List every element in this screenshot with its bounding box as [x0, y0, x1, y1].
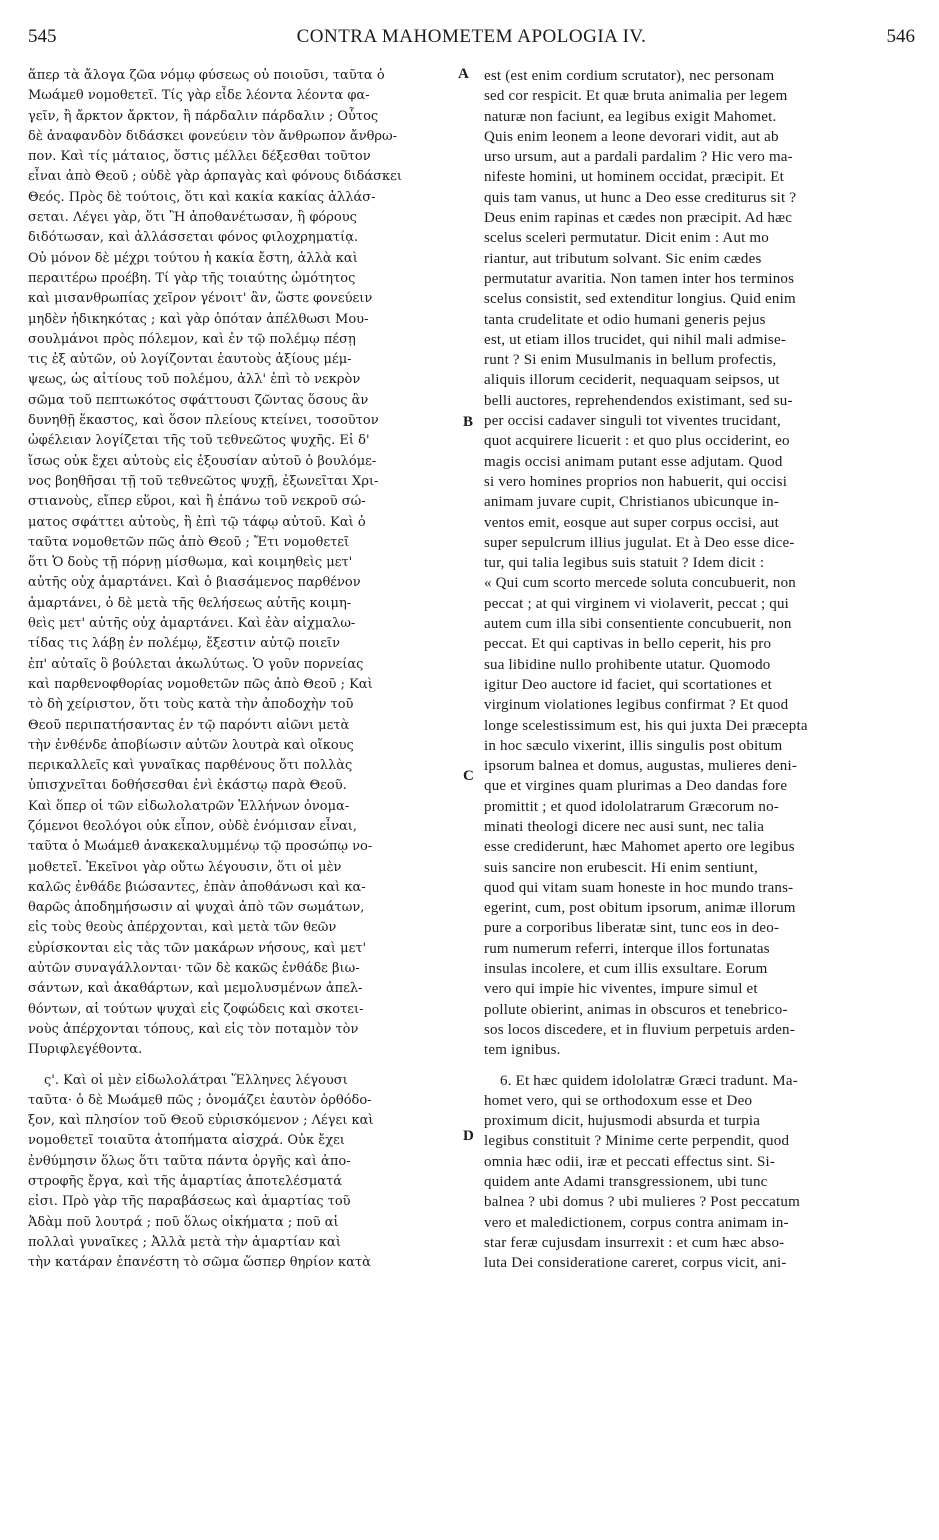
greek-text-line: Θεοῦ περιπατήσαντας ἐν τῷ παρόντι αἰῶνι μετὰ [28, 717, 350, 733]
greek-text-line: ἐνθύμησιν ὅλως ὅτι ταῦτα πάντα ὀργῆς καὶ ἀπο- [28, 1153, 351, 1169]
greek-text-line: τὸ δὴ χείριστον, ὅτι τοὺς κατὰ τὴν ἀποδοχὴν τοῦ [28, 697, 354, 713]
latin-text-line: naturæ non faciunt, ea legibus exigit Mahomet. [484, 108, 777, 125]
greek-text-line: γεῖν, ἢ ἄρκτον ἄρκτον, ἢ πάρδαλιν πάρδαλιν ; Οὗτος [28, 108, 379, 124]
greek-text-line: ἁμαρτάνει, ὁ δὲ μετὰ τῆς θελήσεως αὐτῆς κοιμη- [28, 595, 352, 611]
greek-text-line: σουλμάνοι πρὸς πόλεμον, καὶ ἐν τῷ πολέμῳ πέσῃ [28, 331, 356, 347]
greek-text-line: μοθετεῖ. Ἐκεῖνοι γὰρ οὕτω λέγουσιν, ὅτι οἱ μὲν [28, 859, 342, 875]
greek-text-line: περαιτέρω προέβη. Τί γὰρ τῆς τοιαύτης ὠμότητος [28, 270, 356, 286]
greek-text-line: θαρῶς ἀποδημήσωσιν αἱ ψυχαὶ ἀπὸ τῶν σωμάτων, [28, 900, 365, 916]
greek-text-line: νος βοηθῆσαι τῇ τοῦ τεθνεῶτος ψυχῇ, ἐξωνεῖται Χρι- [28, 473, 379, 489]
greek-text-line: στιανοὺς, εἴπερ εὕροι, καὶ ἢ ἐπάνω τοῦ νεκροῦ σώ- [28, 494, 366, 510]
greek-text-line: ἅπερ τὰ ἄλογα ζῶα νόμῳ φύσεως οὐ ποιοῦσι, ταῦτα ὁ [28, 68, 385, 83]
greek-text-line: ἴσως οὐκ ἔχει αὐτοὺς εἰς ἐξουσίαν αὐτοῦ ὁ βουλόμε- [28, 453, 377, 469]
greek-text-line: περικαλλεῖς καὶ γυναῖκας παρθένους ὅτι πολλὰς [28, 758, 353, 774]
latin-text-line: permutatur avaritia. Non tamen inter hos terminos [484, 270, 795, 287]
latin-text-line: rum numerum referri, interque illos fortunatas [484, 940, 770, 957]
greek-text-line: Μωάμεθ νομοθετεῖ. Τίς γὰρ εἶδε λέοντα λέοντα φα- [28, 88, 370, 104]
greek-text-line: ὅτι Ὁ δοὺς τῇ πόρνῃ μίσθωμα, καὶ κοιμηθεὶς μετ' [28, 555, 353, 571]
latin-text-line: peccat ; at qui virginem vi violaverit, peccat ; qui [484, 595, 790, 612]
latin-text-line: scelus consistit, sed extenditur longius. Quid enim [484, 291, 796, 308]
latin-text-line: belli auctores, reprehendendos existimant, sed su- [484, 392, 793, 409]
latin-text-line: luta Dei consideratione careret, corpus vicit, ani- [484, 1255, 787, 1272]
greek-text-line: σῶμα τοῦ πεπτωκότος σφάττουσι ζῶντας ὅσους ἂν [28, 392, 369, 408]
greek-text-line: δυνηθῇ ἕκαστος, καὶ ὅσον πλείους κτείνει, τοσοῦτον [28, 413, 379, 429]
latin-text-line: ventos emit, eosque aut super corpus occisi, aut [484, 514, 779, 531]
page-number-right: 546 [886, 26, 915, 47]
greek-text-line: στροφῆς ἔργα, καὶ τῆς ἁμαρτίας ἀποτελέσματά [28, 1174, 343, 1190]
latin-text-line: « Qui cum scorto mercede soluta concubuerit, non [484, 575, 797, 592]
greek-text-line: πον. Καὶ τίς μάταιος, ὅστις μέλλει δέξεσθαι τοῦτον [28, 149, 371, 165]
greek-text-line: ἐπ' αὐταῖς ὃ βούλεται ἀκωλύτως. Ὁ γοῦν πορνείας [28, 656, 364, 672]
latin-text-line: suis sancire non erubescit. Hi enim sentiunt, [484, 859, 758, 876]
greek-text-line: διδότωσαν, καὶ ἀλλάσσεται φόνος φιλοχρηματίᾳ. [28, 230, 359, 246]
latin-text-line: homet vero, qui se orthodoxum esse et Deo [484, 1092, 753, 1109]
latin-text-line: sua libidine nullo prohibente utatur. Quomodo [484, 656, 771, 673]
greek-text-line: ξον, καὶ πλησίον τοῦ Θεοῦ εὑρισκόμενον ; Λέγει καὶ [28, 1113, 374, 1129]
greek-text-line: καὶ μισανθρωπίας χεῖρον γένοιτ' ἂν, ὥστε φονεύειν [28, 291, 373, 307]
latin-text-line: est, ut etiam illos trucidet, qui nihil mali admise- [484, 331, 787, 348]
latin-text-line: quis tam vanus, ut hunc a Deo esse crediturus sit ? [484, 189, 797, 206]
latin-text-line: pollute obierint, animas in obscuros et tenebrico- [484, 1001, 788, 1018]
greek-text-line: σεται. Λέγει γὰρ, ὅτι Ἢ ἀποθανέτωσαν, ἢ φόρους [28, 210, 357, 226]
latin-text-line: virginum violationes legibus confirmat ? Et quod [484, 697, 789, 714]
greek-text-line: νομοθετεῖ τοιαῦτα ἀτοπήματα αἰσχρά. Οὐκ ἔχει [28, 1133, 345, 1149]
latin-text-line: proximum dicit, hujusmodi absurda et turpia [484, 1113, 761, 1130]
greek-text-line: ὑπισχνεῖται δοθήσεσθαι ἑνὶ ἑκάστῳ παρὰ Θεοῦ. [28, 778, 347, 794]
latin-text-line: nifeste homini, ut hominem occidat, præcipit. Et [484, 169, 784, 186]
latin-text-line: riantur, aut tributum solvant. Sic enim cædes [484, 250, 762, 267]
latin-text-line: longe scelestissimum est, his qui juxta Dei præcepta [484, 717, 808, 734]
latin-text-line: tem ignibus. [484, 1042, 561, 1059]
greek-text-line: ψεως, ὡς αἰτίους τοῦ πολέμου, ἀλλ' ἐπὶ τὸ νεκρὸν [28, 372, 361, 388]
greek-text-line: σάντων, καὶ ἀκαθάρτων, καὶ μεμολυσμένων ἀπελ- [28, 981, 363, 997]
latin-text-line: magis occisi animam putant esse adjutam. Quod [484, 453, 783, 470]
latin-text-line: aliquis illorum ceciderit, nequaquam seipsos, ut [484, 372, 780, 389]
latin-text-line: super sepulcrum illius jugulat. Et à Deo esse dice- [484, 534, 795, 551]
latin-text-line: Quis enim leonem a leone devorari vidit, aut ab [484, 128, 779, 145]
greek-text-line: τὴν ἐνθένδε ἀποβίωσιν αὐτῶν λουτρὰ καὶ οἴκους [28, 737, 354, 753]
greek-text-line: ταῦτα ὁ Μωάμεθ ἀνακεκαλυμμένῳ τῷ προσώπῳ νο- [28, 839, 373, 855]
greek-text-line: Καὶ ὅπερ οἱ τῶν εἰδωλολατρῶν Ἑλλήνων ὀνομα- [28, 798, 350, 814]
latin-text-line: que et virgines quam plurimas a Deo dandas fore [484, 778, 788, 795]
greek-text-line: νοὺς ἀπέρχονται τόπους, καὶ εἰς τὸν ποταμὸν τὸν [28, 1021, 359, 1037]
greek-text-line: αὐτῆς οὐχ ἁμαρτάνει. Καὶ ὁ βιασάμενος παρθένον [28, 575, 361, 591]
latin-text-line: si vero homines proprios non habuerit, qui occisi [484, 473, 788, 490]
latin-text-line: insulas incolere, et cum illis exsultare. Eorum [484, 961, 768, 978]
latin-text-line: omnia hæc odii, iræ et peccati effectus sint. Si- [484, 1153, 776, 1170]
latin-text-line: 6. Et hæc quidem idololatræ Græci tradunt. Ma- [500, 1072, 798, 1089]
greek-text-line: Θεός. Πρὸς δὲ τούτοις, ὅτι καὶ κακία κακίας ἀλλάσ- [28, 189, 376, 205]
greek-text-line: Πυριφλεγέθοντα. [28, 1042, 143, 1058]
greek-text-line: θεὶς μετ' αὐτῆς οὐχ ἁμαρτάνει. Καὶ ἐὰν αἰχμαλω- [28, 616, 356, 632]
latin-text-column [484, 66, 912, 1274]
greek-text-line: καὶ παρθενοφθορίας νομοθετῶν πῶς ἀπὸ Θεοῦ ; Καὶ [28, 676, 373, 692]
greek-text-column [28, 66, 460, 1274]
latin-text-line: animam juvare cupit, Christianos ubicunque in- [484, 494, 779, 511]
latin-text-line: vero et maledictionem, corpus contra animam in- [484, 1214, 789, 1231]
greek-text-line: εἰσι. Πρὸ γὰρ τῆς παραβάσεως καὶ ἁμαρτίας τοῦ [28, 1194, 351, 1210]
latin-text-line: minati theologi dicere nec ausi sunt, nec talia [484, 818, 765, 835]
greek-text-line: αὐτῶν συναγάλλονται· τῶν δὲ κακῶς ἐνθάδε βιω- [28, 961, 360, 977]
greek-text-line: ς'. Καὶ οἱ μὲν εἰδωλολάτραι Ἕλληνες λέγουσι [44, 1072, 348, 1088]
running-header [28, 26, 915, 56]
latin-text-line: in hoc sæculo vixerint, illis singulis post obitum [484, 737, 783, 754]
greek-text-line: εὑρίσκονται εἰς τὰς τῶν μακάρων νήσους, καὶ μετ' [28, 940, 367, 956]
greek-text-line: ταῦτα· ὁ δὲ Μωάμεθ πῶς ; ὀνομάζει ἑαυτὸν ὀρθόδο- [28, 1092, 372, 1108]
margin-marker-a: A [458, 66, 469, 82]
greek-text-line: πολλαὶ γυναῖκες ; Ἀλλὰ μετὰ τὴν ἁμαρτίαν καὶ [28, 1234, 341, 1250]
latin-text-line: quot acquirere licuerit : et quo plus occiderint, eo [484, 433, 790, 450]
latin-text-line: ipsorum balnea et domus, augustas, mulieres deni- [484, 758, 798, 775]
latin-text-line: star feræ cujusdam insurrexit : et cum hæc abso- [484, 1234, 785, 1251]
latin-text-line: esse crediderunt, hæc Mahomet aperto ore legibus [484, 839, 795, 856]
latin-text-line: quidem ante Adami transgressionem, ubi tunc [484, 1174, 768, 1191]
greek-text-line: μηδὲν ἠδικηκότας ; καὶ γὰρ ὁπόταν ἀπέλθωσι Μου- [28, 311, 369, 327]
margin-marker-b: B [463, 414, 474, 430]
greek-text-line: τίδας τις λάβῃ ἐν πολέμῳ, ἔξεστιν αὐτῷ ποιεῖν [28, 636, 341, 652]
latin-text-line: scelus sceleri permutatur. Dicit enim : Aut mo [484, 230, 769, 247]
latin-text-line: quod qui vitam suam honeste in hoc mundo trans- [484, 879, 794, 896]
latin-text-line: egerint, cum, post obitum ipsorum, animæ illorum [484, 900, 796, 917]
latin-text-line: peccat. Et qui captivas in bello ceperit, his pro [484, 636, 772, 653]
greek-text-line: εἶναι ἀπὸ Θεοῦ ; οὐδὲ γὰρ ἁρπαγὰς καὶ φόνους διδάσκει [28, 169, 402, 185]
greek-text-line: Ἀδὰμ ποῦ λουτρά ; ποῦ ὅλως οἰκήματα ; ποῦ αἱ [28, 1214, 339, 1230]
latin-text-line: sos locos discedere, et in fluvium perpetuis arden- [484, 1021, 795, 1038]
latin-text-line: autem cum illa sibi consentiente concubuerit, non [484, 616, 792, 633]
greek-text-line: θόντων, αἱ τούτων ψυχαὶ εἰς ζοφώδεις καὶ σκοτει- [28, 1001, 364, 1017]
latin-text-line: promittit ; et quod idololatrarum Græcorum no- [484, 798, 779, 815]
greek-text-line: ὠφέλειαν λογίζεται τῆς τοῦ τεθνεῶτος ψυχῆς. Εἰ δ' [28, 433, 370, 449]
latin-text-line: est (est enim cordium scrutator), nec personam [484, 68, 775, 84]
latin-text-line: igitur Deo auctore id faciet, qui scortationes et [484, 676, 773, 693]
margin-marker-d: D [463, 1128, 474, 1144]
running-title: CONTRA MAHOMETEM APOLOGIA IV. [296, 26, 647, 47]
greek-text-line: καλῶς ἐνθάδε βιώσαντες, ἐπὰν ἀποθάνωσι καὶ κα- [28, 879, 366, 895]
margin-marker-c: C [463, 768, 474, 784]
greek-text-line: τις ἐξ αὐτῶν, οὐ λογίζονται ἑαυτοὺς ἀξίους μέμ- [28, 352, 352, 368]
latin-text-line: per occisi cadaver singuli tot viventes trucidant, [484, 413, 781, 430]
greek-text-line: Οὐ μόνον δὲ μέχρι τούτου ἡ κακία ἔστη, ἀλλὰ καὶ [28, 250, 358, 266]
latin-section-gap [484, 1061, 912, 1071]
greek-text-line: τὴν κατάραν ἐπανέστη τὸ σῶμα ὥσπερ θηρίον κατὰ [28, 1255, 371, 1271]
latin-text-line: vero qui impie hic viventes, impure simul et [484, 981, 758, 998]
greek-text-line: ταῦτα νομοθετῶν πῶς ἀπὸ Θεοῦ ; Ἔτι νομοθετεῖ [28, 534, 350, 550]
latin-text-line: urso ursum, aut a pardali pardalim ? Hic vero ma- [484, 149, 793, 166]
latin-text-line: Deus enim rapinas et cædes non præcipit. Ad hæc [484, 210, 793, 227]
greek-section-gap [28, 1061, 460, 1071]
greek-text-line: ματος σφάττει αὐτοὺς, ἢ ἐπὶ τῷ τάφῳ αὐτοῦ. Καὶ ὁ [28, 514, 366, 530]
greek-text-line: εἰς τοὺς θεοὺς ἀπέρχονται, καὶ μετὰ τῶν θεῶν [28, 920, 337, 936]
latin-text-line: sed cor respicit. Et quæ bruta animalia per legem [484, 88, 788, 105]
latin-text-line: balnea ? ubi domus ? ubi mulieres ? Post peccatum [484, 1194, 800, 1211]
latin-text-line: legibus constituit ? Minime certe perpendit, quod [484, 1133, 790, 1150]
greek-text-line: δὲ ἀναφανδὸν διδάσκει φονεύειν τὸν ἄνθρωπον ἄνθρω- [28, 128, 398, 144]
greek-text-line: ζόμενοι θεολόγοι οὐκ εἶπον, οὐδὲ ἐνόμισαν εἶναι, [28, 818, 357, 834]
latin-text-line: runt ? Si enim Musulmanis in bellum profectis, [484, 352, 777, 369]
page-number-left: 545 [28, 26, 57, 47]
latin-text-line: tanta crudelitate et odio humani generis pejus [484, 311, 766, 328]
latin-text-line: pure a corporibus liberatæ sint, tunc eos in deo- [484, 920, 780, 937]
latin-text-line: tur, qui talia legibus suis statuit ? Idem dicit : [484, 555, 765, 572]
